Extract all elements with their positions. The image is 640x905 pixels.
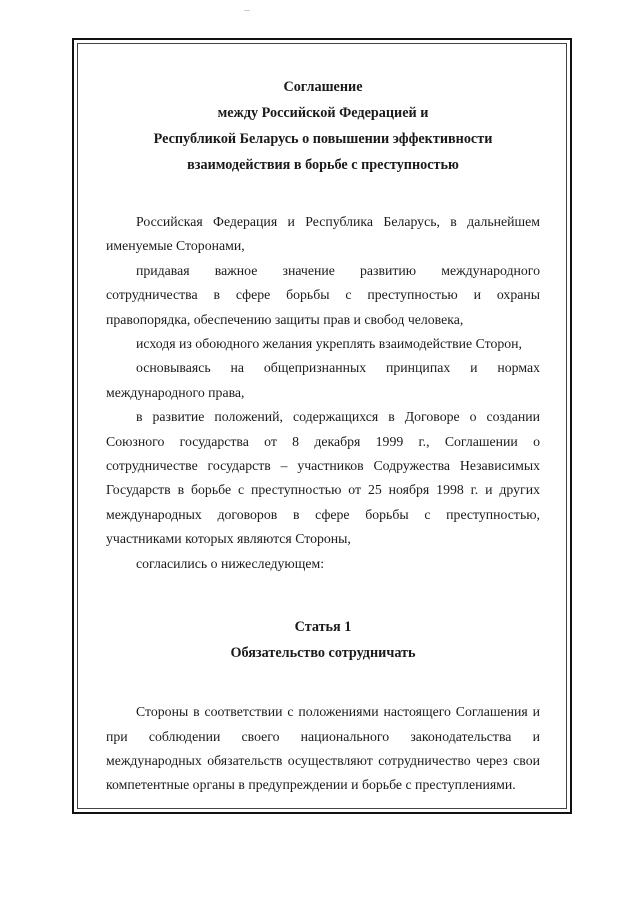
title-line: взаимодействия в борьбе с преступностью <box>187 157 459 173</box>
preamble <box>106 210 540 576</box>
article-number: Статья 1 <box>294 619 352 636</box>
preamble-paragraph: в развитие положений, содержащихся в Договоре о создании Союзного государства от 8 декабря 1999 г., Соглашении о сотрудничестве государств – участников Содружества Независимых Государств в борьбе с преступностью от 25 ноября 1998 г. и других международных договоров в сфере борьбы с преступностью, участниками которых являются Стороны, <box>106 409 540 547</box>
article-body <box>106 700 540 798</box>
preamble-paragraph: основываясь на общепризнанных принципах и нормах международного права, <box>106 360 540 400</box>
scan-mark <box>244 10 250 11</box>
preamble-paragraph: придавая важное значение развитию международного сотрудничества в сфере борьбы с преступностью и охраны правопорядка, обеспечению защиты прав и свобод человека, <box>106 262 540 327</box>
preamble-paragraph: Российская Федерация и Республика Беларусь, в дальнейшем именуемые Сторонами, <box>106 214 540 254</box>
preamble-paragraph: согласились о нижеследующем: <box>136 555 325 571</box>
preamble-paragraph: исходя из обоюдного желания укреплять взаимодействие Сторон, <box>136 336 522 352</box>
document-title <box>106 74 540 178</box>
title-line: между Российской Федерацией и <box>217 105 429 121</box>
article-paragraph: Стороны в соответствии с положениями настоящего Соглашения и при соблюдении своего национального законодательства и международных обязательств осуществляют сотрудничество через свои компетентные органы в предупреждении и борьбе с преступлениями. <box>106 704 540 793</box>
document-body <box>106 74 540 798</box>
title-line: Соглашение <box>283 79 363 95</box>
title-line: Республикой Беларусь о повышении эффективности <box>153 131 493 147</box>
article-header <box>106 614 540 666</box>
article-heading: Обязательство сотрудничать <box>230 645 416 662</box>
